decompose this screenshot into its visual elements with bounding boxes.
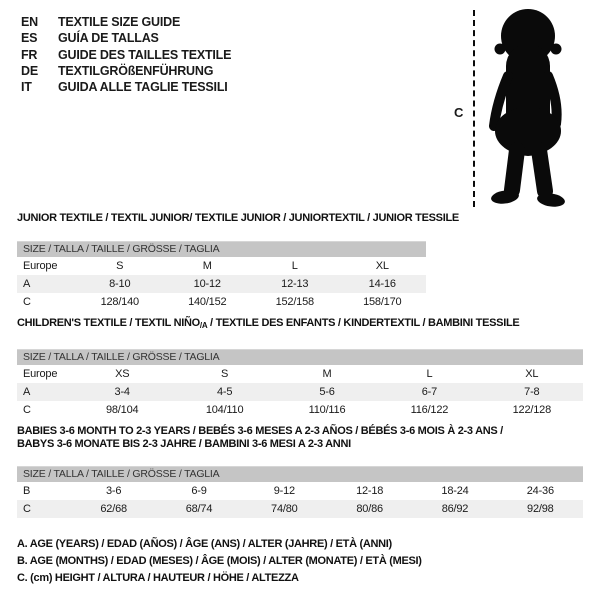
row-label: B: [23, 485, 31, 497]
table-cell: 4-5: [216, 386, 233, 398]
table-size-header: SIZE / TALLA / TAILLE / GRÖSSE / TAGLIA: [17, 241, 426, 257]
table-cell: XL: [525, 368, 539, 380]
table-cell: 86/92: [441, 503, 469, 515]
row-label: C: [23, 503, 31, 515]
table-cell: 10-12: [193, 278, 221, 290]
height-dashed-line: [473, 10, 475, 207]
table-title-line: BABYS 3-6 MONATE BIS 2-3 JAHRE / BAMBINI 3-6 MESI A 2-3 ANNI: [17, 438, 351, 450]
table-cell: 110/116: [308, 404, 346, 416]
table-row: [17, 482, 583, 500]
table-row: [17, 257, 426, 275]
table-cell: 14-16: [368, 278, 396, 290]
table-title: [17, 425, 583, 451]
table-cell: S: [116, 260, 124, 272]
row-label: C: [23, 404, 31, 416]
table-cell: M: [202, 260, 212, 272]
language-label: GUIDA ALLE TAGLIE TESSILI: [58, 80, 228, 95]
row-label: Europe: [23, 368, 58, 380]
table-row: [17, 401, 583, 419]
table-row: [17, 293, 426, 311]
table-cell: 98/104: [105, 404, 139, 416]
toddler-figure: [452, 3, 577, 209]
table-title-line: BABIES 3-6 MONTH TO 2-3 YEARS / BEBÉS 3-6 MESES A 2-3 AÑOS / BÉBÉS 3-6 MOIS À 2-3 ANS /: [17, 425, 503, 437]
language-row: [21, 63, 231, 79]
table-cell: 3-6: [106, 485, 122, 497]
row-label: Europe: [23, 260, 58, 272]
table-cell: 12-13: [281, 278, 309, 290]
table-cell: 18-24: [441, 485, 469, 497]
title-subscript: /A: [199, 321, 208, 330]
measure-legend: [17, 536, 422, 588]
table-cell: 62/68: [100, 503, 127, 515]
table-cell: XL: [375, 260, 389, 272]
table-cell: 5-6: [319, 386, 335, 398]
table-body: [17, 257, 426, 311]
language-row: [21, 30, 231, 46]
language-row: [21, 14, 231, 30]
table-cell: 74/80: [271, 503, 298, 515]
legend-line: A. AGE (YEARS) / EDAD (AÑOS) / ÂGE (ANS) / ALTER (JAHRE) / ETÀ (ANNI): [17, 538, 392, 550]
language-label: TEXTILGRÖßENFÜHRUNG: [58, 64, 214, 79]
babies-textile-table: [17, 425, 583, 518]
table-size-header: SIZE / TALLA / TAILLE / GRÖSSE / TAGLIA: [17, 349, 583, 365]
table-cell: L: [291, 260, 298, 272]
table-row: [17, 365, 583, 383]
language-label: TEXTILE SIZE GUIDE: [58, 15, 181, 30]
row-label: A: [23, 386, 31, 398]
table-cell: S: [221, 368, 229, 380]
language-code: IT: [21, 80, 32, 95]
table-cell: 7-8: [524, 386, 540, 398]
table-body: [17, 365, 583, 419]
table-row: [17, 383, 583, 401]
table-cell: 92/98: [527, 503, 554, 515]
row-label: A: [23, 278, 31, 290]
table-cell: 6-7: [421, 386, 438, 398]
table-cell: 68/74: [185, 503, 213, 515]
language-code: DE: [21, 64, 38, 79]
table-title-line: [17, 317, 583, 332]
table-cell: 3-4: [114, 386, 130, 398]
language-title-list: [21, 14, 231, 95]
table-cell: 6-9: [191, 485, 207, 497]
table-cell: XS: [115, 368, 130, 380]
table-cell: 140/152: [188, 296, 227, 308]
table-size-header: SIZE / TALLA / TAILLE / GRÖSSE / TAGLIA: [17, 466, 583, 482]
title-text: / TEXTILE DES ENFANTS / KINDERTEXTIL / BAMBINI TESSILE: [207, 317, 520, 329]
language-code: EN: [21, 15, 38, 30]
table-cell: 152/158: [275, 296, 314, 308]
language-label: GUÍA DE TALLAS: [58, 31, 159, 46]
toddler-silhouette-icon: [481, 4, 573, 208]
table-cell: 116/122: [410, 404, 449, 416]
table-cell: 104/110: [205, 404, 244, 416]
language-code: FR: [21, 47, 38, 62]
table-cell: 8-10: [109, 278, 131, 290]
height-measure-label: C: [454, 105, 464, 120]
title-text: CHILDREN'S TEXTILE / TEXTIL NIÑO: [17, 317, 200, 329]
legend-line: C. (cm) HEIGHT / ALTURA / HAUTEUR / HÖHE / ALTEZZA: [17, 572, 299, 585]
legend-line: B. AGE (MONTHS) / EDAD (MESES) / ÂGE (MOIS) / ALTER (MONATE) / ETÀ (MESI): [17, 555, 422, 568]
table-row: [17, 275, 426, 293]
language-label: GUIDE DES TAILLES TEXTILE: [58, 47, 232, 62]
table-cell: 80/86: [356, 503, 383, 515]
table-body: [17, 482, 583, 518]
table-row: [17, 500, 583, 518]
table-cell: M: [322, 368, 332, 380]
table-cell: 158/170: [363, 296, 402, 308]
table-cell: 12-18: [356, 485, 384, 497]
table-cell: 24-36: [526, 485, 554, 497]
table-cell: 128/140: [100, 296, 139, 308]
junior-textile-table: [17, 212, 459, 311]
table-title-line: JUNIOR TEXTILE / TEXTIL JUNIOR/ TEXTILE JUNIOR / JUNIORTEXTIL / JUNIOR TESSILE: [17, 212, 459, 224]
table-cell: 9-12: [273, 485, 295, 497]
table-title: [17, 212, 459, 225]
language-row: [21, 79, 231, 95]
table-cell: L: [426, 368, 433, 380]
language-row: [21, 47, 231, 63]
language-code: ES: [21, 31, 38, 46]
table-cell: 122/128: [512, 404, 552, 416]
table-title: [17, 317, 583, 332]
row-label: C: [23, 296, 31, 308]
childrens-textile-table: [17, 317, 583, 419]
